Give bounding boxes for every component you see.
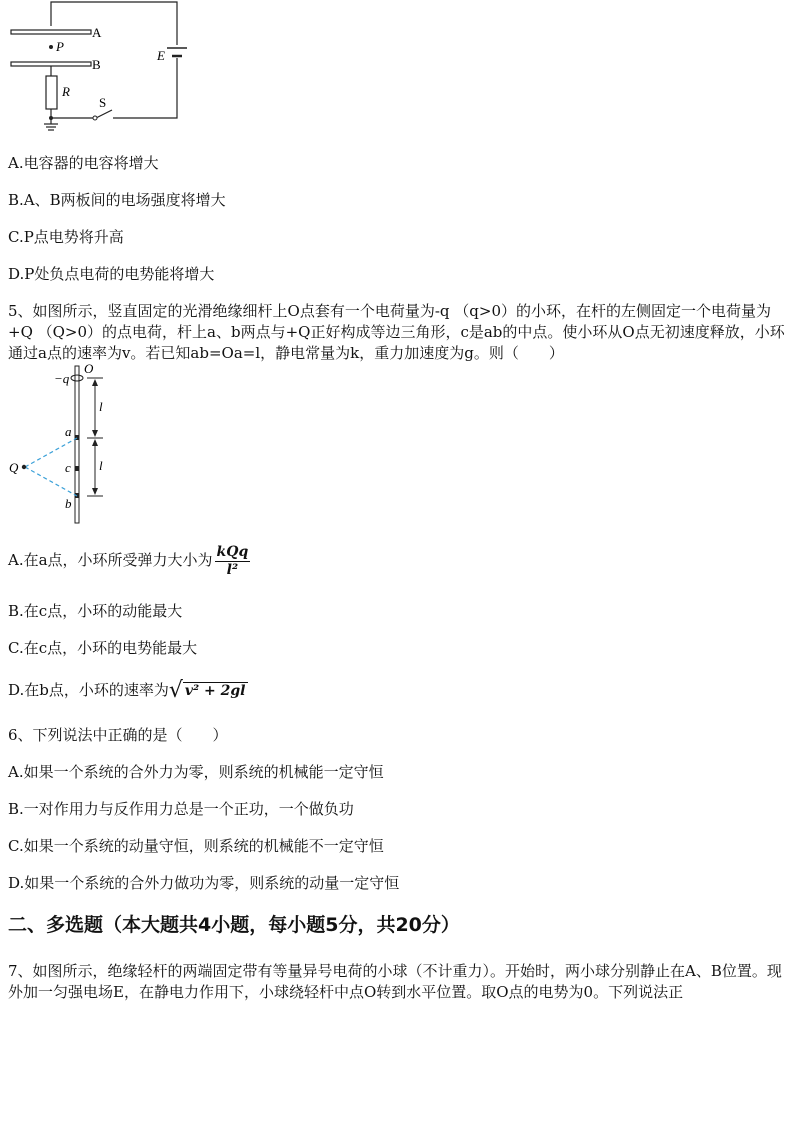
- q4-option-c: C.P点电势将升高: [8, 228, 124, 246]
- resistor-label: R: [62, 84, 70, 99]
- fraction-denominator: l²: [226, 561, 239, 578]
- q5-option-a: [8, 540, 250, 580]
- circuit-diagram: [0, 0, 200, 140]
- plate-a-label: A: [92, 25, 102, 40]
- emf-label: E: [157, 48, 165, 63]
- q5-option-a-fraction: [215, 544, 251, 579]
- rod-diagram: [0, 360, 120, 530]
- q5-option-b: B.在c点，小环的动能最大: [8, 602, 183, 620]
- q4-option-d: D.P处负点电荷的电势能将增大: [8, 265, 215, 283]
- q6-option-a: A.如果一个系统的合外力为零，则系统的机械能一定守恒: [8, 763, 384, 781]
- point-p-label: P: [56, 39, 64, 54]
- charge-q-label: Q: [9, 460, 19, 475]
- length-l-upper: l: [99, 399, 103, 414]
- q7-stem: 7、如图所示，绝缘轻杆的两端固定带有等量异号电荷的小球（不计重力）。开始时，两小球分别静止在A、B位置。现外加一匀强电场E，在静电力作用下，小球绕轻杆中点O转到水平位置。取O点的电势为0。下列说法正: [8, 962, 782, 1001]
- q6-option-d: D.如果一个系统的合外力做功为零，则系统的动量一定守恒: [8, 874, 400, 892]
- q6-option-b: B.一对作用力与反作用力总是一个正功，一个做负功: [8, 800, 354, 818]
- q5-option-c: C.在c点，小环的电势能最大: [8, 639, 198, 657]
- minus-q-label: −q: [54, 371, 70, 386]
- section-heading: 二、多选题（本大题共4小题，每小题5分，共20分）: [8, 914, 460, 936]
- q5-option-a-text: A.在a点，小环所受弹力大小为: [8, 551, 213, 569]
- q4-option-b: B.A、B两板间的电场强度将增大: [8, 191, 226, 209]
- q5-stem: 5、如图所示，竖直固定的光滑绝缘细杆上O点套有一个电荷量为-q （q>0）的小环，在杆的左侧固定一个电荷量为+Q （Q>0）的点电荷，杆上a、b两点与+Q正好构成等边三角形，c是ab的中点。使小环从O点无初速度释放，小环通过a点的速率为v。若已知ab=Oa=l，静电常量为k，重力加速度为g。则（ ）: [8, 302, 785, 362]
- switch-label: S: [99, 95, 107, 110]
- q6-stem: 6、下列说法中正确的是（ ）: [8, 726, 228, 744]
- fraction-numerator: kQq: [216, 543, 249, 560]
- q5-option-d-sqrt: √ v² + 2gl: [168, 678, 246, 703]
- point-o-label: O: [84, 361, 94, 376]
- q5-option-d: [8, 673, 248, 708]
- sqrt-radicand: v² + 2gl: [184, 683, 246, 699]
- point-c-label: c: [65, 460, 71, 475]
- length-l-lower: l: [99, 458, 103, 473]
- point-b-label: b: [65, 496, 72, 511]
- q6-option-c: C.如果一个系统的动量守恒，则系统的机械能不一定守恒: [8, 837, 384, 855]
- q4-option-a: A.电容器的电容将增大: [8, 154, 159, 172]
- plate-b-label: B: [92, 57, 101, 72]
- q5-option-d-text: D.在b点，小环的速率为: [8, 681, 169, 699]
- point-a-label: a: [65, 424, 72, 439]
